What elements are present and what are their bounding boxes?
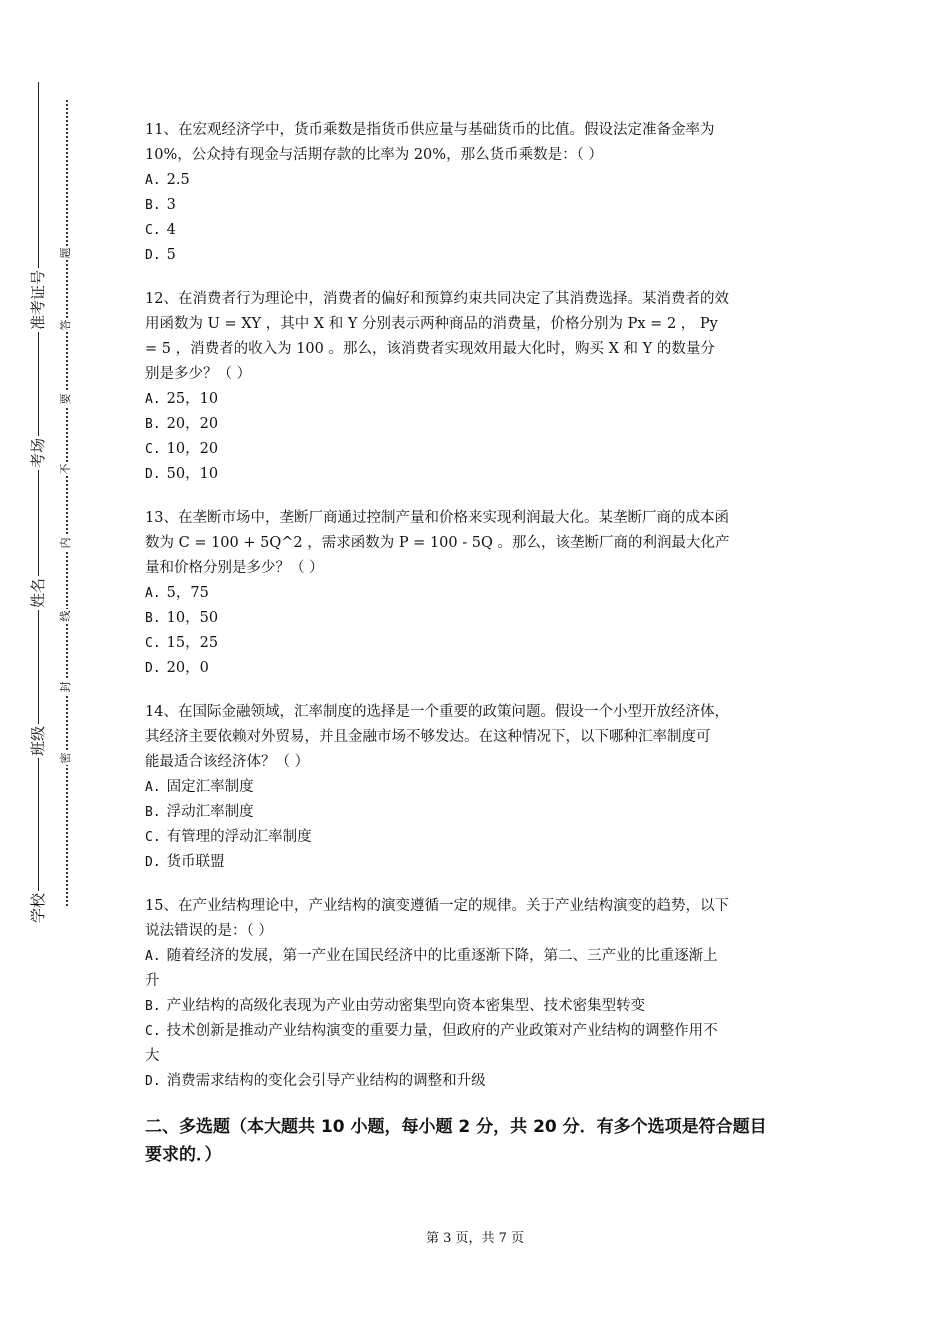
question-13 — [145, 506, 809, 681]
question-text: 14、在国际金融领域，汇率制度的选择是一个重要的政策问题。假设一个小型开放经济体， — [145, 704, 729, 720]
option-d: D. 货币联盟 — [145, 854, 225, 870]
option-b: B. 产业结构的高级化表现为产业由劳动密集型向资本密集型、技术密集型转变 — [145, 998, 646, 1014]
option-c: C. 有管理的浮动汇率制度 — [145, 829, 312, 845]
section-title-line: 二、多选题（本大题共 10 小题，每小题 2 分，共 20 分．有多个选项是符合题目 — [145, 1117, 767, 1137]
option-c: C. 10，20 — [145, 441, 219, 457]
seal-char-mi: 密 — [59, 752, 72, 764]
seal-char-nei: 内 — [59, 537, 72, 549]
field-label-school: 学校 — [29, 892, 47, 923]
question-text: 别是多少？（ ） — [145, 366, 252, 382]
field-label-admission-number: 准考证号 — [29, 269, 47, 330]
question-text: 数为 C = 100 + 5Q^2 ，需求函数为 P = 100 - 5Q 。那么，该垄断厂商的利润最大化产 — [145, 535, 730, 551]
option-a: A. 随着经济的发展，第一产业在国民经济中的比重逐渐下降，第二、三产业的比重逐渐上 — [145, 948, 718, 964]
option-c-continued: 大 — [145, 1048, 160, 1064]
option-c: C. 技术创新是推动产业结构演变的重要力量，但政府的产业政策对产业结构的调整作用不 — [145, 1023, 718, 1039]
question-text: 10%，公众持有现金与活期存款的比率为 20%，那么货币乘数是：（ ） — [145, 147, 603, 163]
section-title-multiple-choice — [145, 1113, 809, 1169]
option-c: C. 15，25 — [145, 635, 219, 651]
option-a: A. 5，75 — [145, 585, 209, 601]
option-b: B. 10，50 — [145, 610, 219, 626]
question-text: = 5 ，消费者的收入为 100 。那么，该消费者实现效用最大化时，购买 X 和 Y 的数量分 — [145, 341, 715, 357]
option-a: A. 25，10 — [145, 391, 219, 407]
question-text: 量和价格分别是多少？（ ） — [145, 560, 324, 576]
question-text: 11、在宏观经济学中，货币乘数是指货币供应量与基础货币的比值。假设法定准备金率为 — [145, 122, 715, 138]
seal-char-da: 答 — [59, 319, 72, 331]
question-text: 能最适合该经济体？（ ） — [145, 754, 310, 770]
seal-char-bu: 不 — [59, 463, 72, 475]
option-b: B. 3 — [145, 197, 176, 213]
seal-char-xian: 线 — [59, 610, 72, 622]
question-text: 其经济主要依赖对外贸易，并且金融市场不够发达。在这种情况下，以下哪种汇率制度可 — [145, 729, 711, 745]
binding-margin — [0, 0, 110, 1344]
option-b: B. 20，20 — [145, 416, 219, 432]
question-text: 说法错误的是：（ ） — [145, 923, 273, 939]
question-12 — [145, 287, 809, 487]
seal-dotted-line — [66, 100, 68, 906]
option-a: A. 2.5 — [145, 172, 190, 188]
question-text: 15、在产业结构理论中，产业结构的演变遵循一定的规律。关于产业结构演变的趋势，以下 — [145, 898, 729, 914]
option-c: C. 4 — [145, 222, 176, 238]
option-b: B. 浮动汇率制度 — [145, 804, 254, 820]
question-text: 12、在消费者行为理论中，消费者的偏好和预算约束共同决定了其消费选择。某消费者的效 — [145, 291, 729, 307]
field-label-class: 班级 — [29, 725, 47, 756]
field-label-name: 姓名 — [29, 577, 47, 608]
question-11 — [145, 118, 809, 268]
option-d: D. 50，10 — [145, 466, 219, 482]
question-14 — [145, 700, 809, 875]
seal-char-yao: 要 — [59, 393, 72, 405]
option-a-continued: 升 — [145, 973, 160, 989]
option-d: D. 消费需求结构的变化会引导产业结构的调整和升级 — [145, 1073, 486, 1089]
question-text: 13、在垄断市场中，垄断厂商通过控制产量和价格来实现利润最大化。某垄断厂商的成本函 — [145, 510, 729, 526]
option-a: A. 固定汇率制度 — [145, 779, 254, 795]
exam-content — [145, 118, 809, 1169]
section-title-line: 要求的．） — [145, 1145, 222, 1165]
question-text: 用函数为 U = XY ，其中 X 和 Y 分别表示两种商品的消费量，价格分别为 Px = 2 ， Py — [145, 316, 718, 332]
option-d: D. 20，0 — [145, 660, 209, 676]
option-d: D. 5 — [145, 247, 176, 263]
seal-char-ti: 题 — [59, 247, 72, 259]
page-footer: 第 3 页，共 7 页 — [425, 1231, 525, 1246]
seal-char-feng: 封 — [59, 681, 72, 693]
field-label-exam-room: 考场 — [29, 437, 47, 468]
binding-fill-line — [38, 82, 39, 920]
question-15 — [145, 894, 809, 1094]
